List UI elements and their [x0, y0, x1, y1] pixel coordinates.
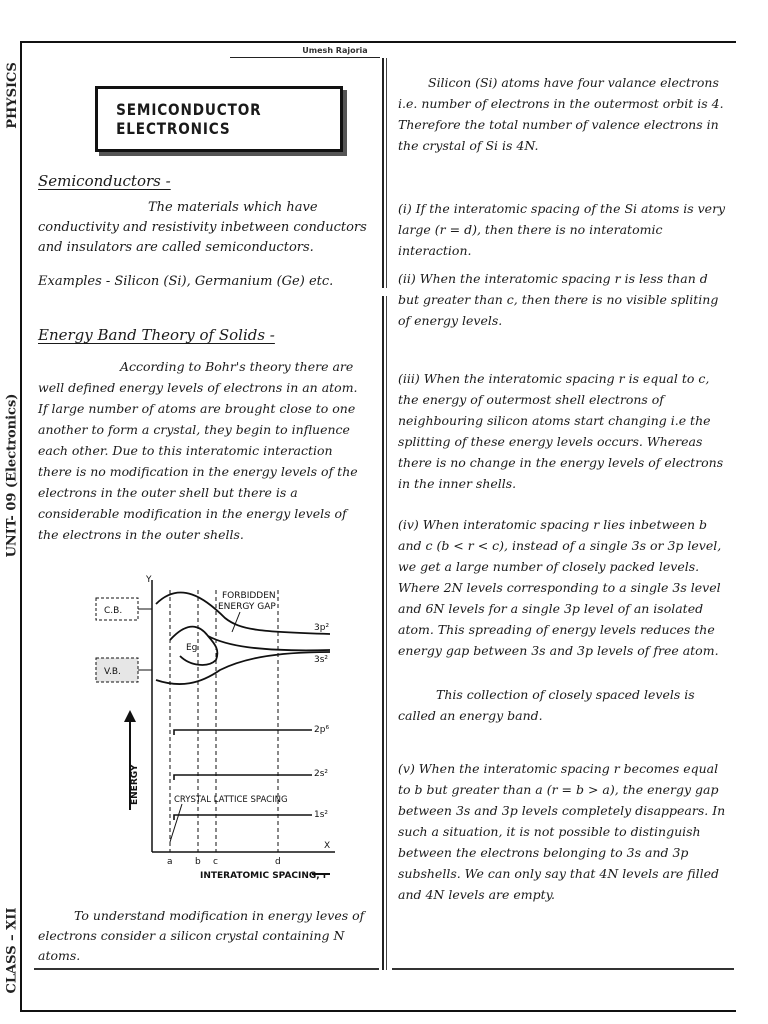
band-theory-heading: Energy Band Theory of Solids -	[38, 326, 275, 344]
cb-label: C.B.	[104, 606, 123, 616]
side-label-unit: UNIT- 09 (Electronics)	[4, 393, 20, 557]
x-axis-end-label: X	[324, 841, 331, 851]
tick-a: a	[167, 857, 173, 867]
semiconductors-heading: Semiconductors -	[38, 172, 171, 190]
tick-c: c	[213, 857, 218, 867]
case-ii: (ii) When the interatomic spacing r is less than d but greater than c, then there is no visible spliting of energy levels.	[398, 271, 719, 328]
energy-arrow-head	[124, 710, 136, 722]
y-axis-label: Y	[146, 575, 152, 585]
author-name: Umesh Rajoria	[302, 46, 368, 55]
side-label-subject: PHYSICS	[4, 61, 20, 129]
column-divider	[382, 58, 384, 970]
case-iii: (iii) When the interatomic spacing r is equal to c, the energy of outermost shell electrons of neighbouring silicon atoms start changing i.e the splitting of these energy levels occurs. Whereas there is no change in the energy levels of electrons in the inner shells.	[398, 371, 724, 491]
energy-band-diagram	[90, 570, 350, 885]
top-margin	[0, 0, 768, 40]
level-1s-label: 1s²	[314, 810, 329, 820]
right-column-bottom-rule	[392, 968, 734, 970]
level-3s-label: 3s²	[314, 655, 329, 665]
forbidden-gap-label-1: FORBIDDEN	[222, 591, 276, 601]
forbidden-gap-arrow	[232, 612, 240, 632]
eg-label: Eg	[186, 643, 198, 653]
energy-axis-label: ENERGY	[130, 764, 140, 805]
vb-label: V.B.	[104, 667, 121, 677]
tick-d: d	[275, 857, 281, 867]
crystal-spacing-label: CRYSTAL LATTICE SPACING	[174, 795, 288, 805]
bottom-paragraph: To understand modification in energy leves of electrons consider a silicon crystal containing N atoms.	[38, 908, 365, 963]
crystal-spacing-arrow	[170, 804, 182, 842]
bottom-border	[20, 1010, 736, 1012]
side-label-class: CLASS – XII	[4, 907, 20, 993]
band-theory-paragraph: According to Bohr's theory there are well defined energy levels of electrons in an atom. If large number of atoms are brought close to one another to form a crystal, they begin to influence each other. Due to this interatomic interaction there is no modification in the energy levels of the electrons in the outer shell but there is a considerable modification in the energy levels of the electrons in the outer shells.	[38, 359, 358, 542]
author-underline	[230, 57, 380, 58]
semiconductors-definition: The materials which have conductivity and resistivity inbetween conductors and insulators are called semiconductors.	[38, 200, 367, 255]
top-border	[20, 41, 736, 43]
tick-b: b	[195, 857, 201, 867]
case-iv: (iv) When interatomic spacing r lies inbetween b and c (b < r < c), instead of a single 3s or 3p level, we get a large number of closely packed levels. Where 2N levels corresponding to a single 3s level and 6N levels for a single 3p level of an isolated atom. This spreading of energy levels reduces the energy gap between 3s and 3p levels of free atom.	[398, 517, 722, 658]
x-axis-label: INTERATOMIC SPACING, r	[200, 871, 328, 881]
level-2p-label: 2p⁶	[314, 725, 330, 735]
case-iv-energy-band: This collection of closely spaced levels is called an energy band.	[398, 687, 695, 723]
case-v: (v) When the interatomic spacing r becomes equal to b but greater than a (r = b > a), the energy gap between 3s and 3p levels completely disappears. In such a situation, it is not possible to distinguish between the electrons belonging to 3s and 3p subshells. We can only say that 4N levels are filled and 4N levels are empty.	[398, 761, 726, 902]
level-2p-line	[174, 730, 312, 735]
page-title: SEMICONDUCTOR ELECTRONICS	[116, 100, 262, 138]
semiconductors-examples: Examples - Silicon (Si), Germanium (Ge) etc.	[38, 274, 334, 289]
level-2s-label: 2s²	[314, 769, 329, 779]
level-3p-label: 3p²	[314, 623, 330, 633]
level-3s-curve	[208, 636, 330, 650]
forbidden-gap-label-2: ENERGY GAP	[218, 602, 276, 612]
column-divider-secondary	[386, 58, 387, 970]
level-2s-line	[174, 775, 312, 780]
case-i: (i) If the interatomic spacing of the Si atoms is very large (r = d), then there is no interatomic interaction.	[398, 201, 726, 258]
title-box	[95, 86, 343, 152]
level-1s-line	[174, 815, 312, 820]
silicon-intro: Silicon (Si) atoms have four valance electrons i.e. number of electrons in the outermost orbit is 4. Therefore the total number of valence electrons in the crystal of Si is 4N.	[398, 75, 724, 153]
left-column-bottom-rule	[34, 968, 379, 970]
